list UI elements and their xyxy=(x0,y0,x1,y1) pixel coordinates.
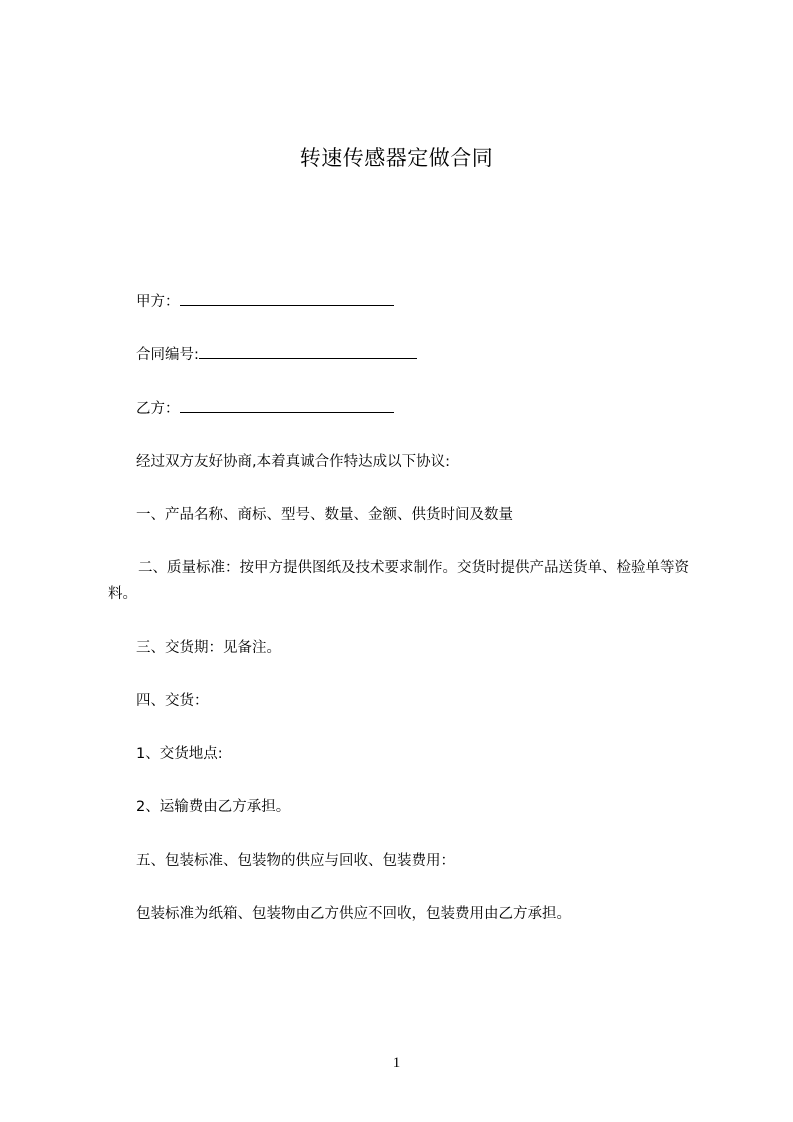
party-b-line xyxy=(136,398,394,419)
contract-number-label: 合同编号: xyxy=(136,347,199,363)
clause-1: 一、产品名称、商标、型号、数量、金额、供货时间及数量 xyxy=(136,507,513,523)
party-a-label: 甲方： xyxy=(136,294,180,310)
contract-number-blank xyxy=(199,344,417,359)
party-b-label: 乙方： xyxy=(136,401,180,417)
document-title: 转速传感器定做合同 xyxy=(299,146,494,170)
clause-3: 三、交货期：见备注。 xyxy=(136,640,281,656)
clause-4-2: 2、运输费由乙方承担。 xyxy=(136,799,291,815)
intro-text: 经过双方友好协商,本着真诚合作特达成以下协议: xyxy=(136,454,450,470)
party-b-blank xyxy=(180,398,394,413)
page-number: 1 xyxy=(392,1055,401,1071)
contract-number-line xyxy=(136,344,417,365)
clause-4-1: 1、交货地点: xyxy=(136,746,223,762)
clause-5-text: 包装标准为纸箱、包装物由乙方供应不回收，包装费用由乙方承担。 xyxy=(136,906,571,922)
party-a-line xyxy=(136,291,394,312)
clause-2: 二、质量标准：按甲方提供图纸及技术要求制作。交货时提供产品送货单、检验单等资料。 xyxy=(108,560,689,602)
clause-5: 五、包装标准、包装物的供应与回收、包装费用： xyxy=(136,853,455,869)
clause-4: 四、交货： xyxy=(136,693,209,709)
party-a-blank xyxy=(180,291,394,306)
